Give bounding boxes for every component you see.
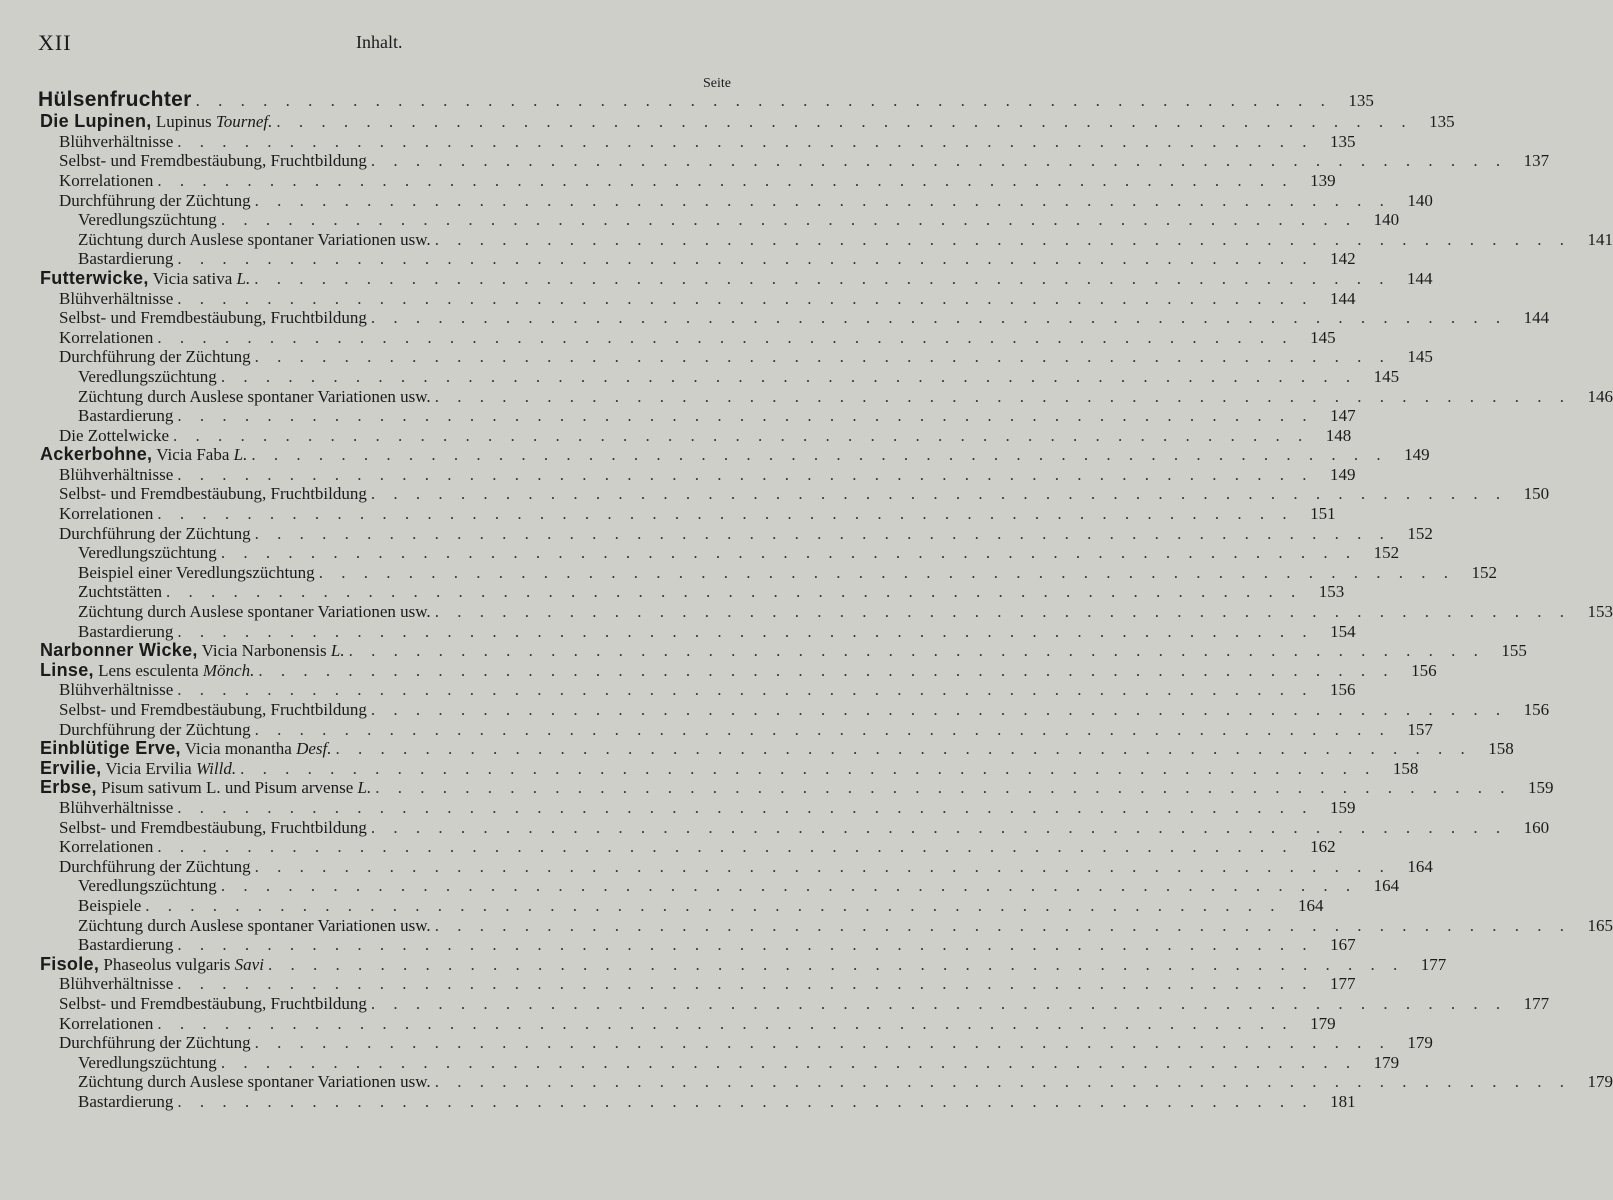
toc-entry [0,464,1356,485]
page-column-label: Seite [703,76,731,91]
dot-leader: . . . . . . . . . . . . . . . . . . . . . . . . . . . . . . . . . . . . . . . . . . . . . . . . . . . [177,1091,1314,1111]
page-ref: 158 [1488,739,1514,759]
page-ref: 177 [1523,993,1550,1013]
toc-entry [0,935,1356,955]
toc-entry-title [59,1014,153,1034]
dot-leader: . . . . . . . . . . . . . . . . . . . . . . . . . . . . . . . . . . . . . . . . . . . . . . . . . . . [258,660,1395,680]
dot-leader: . . . . . . . . . . . . . . . . . . . . . . . . . . . . . . . . . . . . . . . . . . . . . . . . . . . [157,1013,1294,1033]
dot-leader: . . . . . . . . . . . . . . . . . . . . . . . . . . . . . . . . . . . . . . . . . . . . . . . . . . . [220,366,1358,386]
latin-name: Vicia monantha [180,739,292,759]
dot-leader: . . . . . . . . . . . . . . . . . . . . . . . . . . . . . . . . . . . . . . . . . . . . . . . . . . . [267,954,1405,974]
toc-entry [0,327,1336,348]
toc-entry [0,229,1613,250]
toc-entry-title [40,955,264,975]
entry-title: Selbst- und Fremdbestäubung, Fruchtbildung [59,700,367,719]
toc-entry-title [59,484,367,504]
entry-title: Blühverhältnisse [59,464,174,484]
author-abbrev: Willd. [191,758,237,778]
dot-leader: . . . . . . . . . . . . . . . . . . . . . . . . . . . . . . . . . . . . . . . . . . . . . . . . . . . [177,131,1314,151]
page-ref: 149 [1330,464,1356,484]
dot-leader: . . . . . . . . . . . . . . . . . . . . . . . . . . . . . . . . . . . . . . . . . . . . . . . . . . . [145,895,1282,915]
toc-chapter [0,88,1374,112]
dot-leader: . . . . . . . . . . . . . . . . . . . . . . . . . . . . . . . . . . . . . . . . . . . . . . . . . . . [177,797,1314,817]
toc-entry [0,837,1336,857]
toc-section [0,953,1447,975]
dot-leader: . . . . . . . . . . . . . . . . . . . . . . . . . . . . . . . . . . . . . . . . . . . . . . . . . . . [251,445,1388,465]
page-ref: 144 [1523,308,1550,328]
toc-entry-title [78,1092,173,1112]
latin-name: Lens esculenta [93,660,199,680]
dot-leader: . . . . . . . . . . . . . . . . . . . . . . . . . . . . . . . . . . . . . . . . . . . . . . . . . . . [240,758,1377,778]
toc-entry-title [59,171,153,191]
page-ref: 160 [1523,817,1550,837]
dot-leader: . . . . . . . . . . . . . . . . . . . . . . . . . . . . . . . . . . . . . . . . . . . . . . . . . . . [177,621,1314,641]
page-ref: 142 [1330,249,1356,269]
dot-leader: . . . . . . . . . . . . . . . . . . . . . . . . . . . . . . . . . . . . . . . . . . . . . . . . . . . [177,680,1314,700]
page-ref: 153 [1318,582,1345,602]
entry-title: Durchführung der Züchtung [59,856,251,876]
entry-title: Züchtung durch Auslese spontaner Variationen usw. [78,1072,431,1092]
entry-title: Blühverhältnisse [59,680,174,700]
toc-entry [0,562,1497,583]
dot-leader: . . . . . . . . . . . . . . . . . . . . . . . . . . . . . . . . . . . . . . . . . . . . . . . . . . . [254,523,1391,543]
entry-title: Veredlungszüchtung [78,1052,217,1072]
toc-entry [0,504,1336,524]
dot-leader: . . . . . . . . . . . . . . . . . . . . . . . . . . . . . . . . . . . . . . . . . . . . . . . . . . . [177,935,1314,955]
toc-entry [0,1033,1433,1053]
toc-entry-title [59,426,169,446]
page-ref: 156 [1411,660,1437,680]
author-abbrev: L. [353,778,372,798]
toc-entry-title [78,622,173,642]
toc-entry [0,974,1356,994]
entry-title: Bastardierung [78,406,174,426]
dot-leader: . . . . . . . . . . . . . . . . . . . . . . . . . . . . . . . . . . . . . . . . . . . . . . . . . . . [335,739,1472,759]
entry-title: Erbse, [40,777,97,798]
entry-title: Beispiele [78,895,142,915]
dot-leader: . . . . . . . . . . . . . . . . . . . . . . . . . . . . . . . . . . . . . . . . . . . . . . . . . . . [370,151,1508,171]
page-number: XII [38,30,72,55]
entry-title: Veredlungszüchtung [78,543,217,563]
page-ref: 155 [1501,641,1527,661]
toc-entry [0,1013,1336,1034]
dot-leader: . . . . . . . . . . . . . . . . . . . . . . . . . . . . . . . . . . . . . . . . . . . . . . . . . . . [177,288,1314,308]
toc-entry-title [40,661,254,681]
page-ref: 139 [1310,170,1336,190]
toc-entry-title [78,210,217,230]
toc-entry [0,700,1550,720]
toc-entry-title [59,994,367,1014]
toc-entry-title [40,759,236,779]
toc-entry-title [59,504,153,524]
toc-entry-title [59,837,153,857]
entry-title: Züchtung durch Auslese spontaner Variationen usw. [78,915,431,935]
toc-entry-title [59,524,251,544]
toc-entry [0,797,1356,818]
entry-title: Bastardierung [78,1091,174,1111]
dot-leader: . . . . . . . . . . . . . . . . . . . . . . . . . . . . . . . . . . . . . . . . . . . . . . . . . . . [177,974,1314,994]
toc-entry [0,621,1356,642]
page-ref: 179 [1587,1072,1613,1092]
page-ref: 165 [1587,915,1613,935]
entry-title: Durchführung der Züchtung [59,190,251,210]
dot-leader: . . . . . . . . . . . . . . . . . . . . . . . . . . . . . . . . . . . . . . . . . . . . . . . . . . . [276,112,1413,132]
toc-entry-title [59,151,367,171]
entry-title: Korrelationen [59,504,154,524]
toc-section [0,738,1514,759]
toc-entry [0,190,1433,211]
toc-entry-title [59,680,173,700]
dot-leader: . . . . . . . . . . . . . . . . . . . . . . . . . . . . . . . . . . . . . . . . . . . . . . . . . . . [157,327,1294,347]
page-ref: 164 [1298,895,1324,915]
toc-entry-title [78,896,141,916]
toc-entry-title [59,465,173,485]
dot-leader: . . . . . . . . . . . . . . . . . . . . . . . . . . . . . . . . . . . . . . . . . . . . . . . . . . . [370,993,1508,1013]
toc-entry-title [59,818,367,838]
page-ref: 179 [1373,1052,1400,1072]
page-ref: 148 [1325,425,1352,445]
toc-entry-title [78,563,315,583]
toc-entry-title [40,112,272,132]
latin-name: Vicia Ervilia [101,758,192,778]
dot-leader: . . . . . . . . . . . . . . . . . . . . . . . . . . . . . . . . . . . . . . . . . . . . . . . . . . . [254,190,1391,210]
toc-entry [0,680,1356,700]
page-ref: 144 [1407,268,1433,288]
toc-entry-title [78,387,431,407]
entry-title: Blühverhältnisse [59,131,174,151]
author-abbrev: L. [232,268,251,288]
toc-entry [0,170,1336,191]
page-header [38,30,729,56]
author-abbrev: Mönch. [198,660,255,680]
entry-title: Korrelationen [59,327,154,347]
toc-entry-title [59,132,173,152]
toc-entry [0,249,1356,269]
toc-entry [0,856,1433,877]
toc-entry-title [59,289,173,309]
entry-title: Korrelationen [59,837,154,857]
dot-leader: . . . . . . . . . . . . . . . . . . . . . . . . . . . . . . . . . . . . . . . . . . . . . . . . . . . [177,249,1314,269]
author-abbrev: Desf. [291,739,332,759]
page-ref: 135 [1330,131,1356,151]
toc-entry [0,386,1613,407]
entry-title: Veredlungszüchtung [78,366,217,386]
entry-title: Zuchtstätten [78,582,163,602]
entry-title: Veredlungszüchtung [78,876,217,896]
toc-entry [0,993,1550,1014]
page-ref: 147 [1330,406,1356,426]
toc-entry [0,288,1356,309]
page-ref: 152 [1373,543,1400,563]
author-abbrev: L. [229,445,248,465]
dot-leader: . . . . . . . . . . . . . . . . . . . . . . . . . . . . . . . . . . . . . . . . . . . . . . . . . . . [220,543,1358,563]
entry-title: Die Lupinen, [40,111,152,132]
toc-section [0,757,1419,779]
toc-entry [0,210,1400,230]
toc-entry-title [38,88,192,113]
dot-leader: . . . . . . . . . . . . . . . . . . . . . . . . . . . . . . . . . . . . . . . . . . . . . . . . . . . [348,641,1485,661]
toc-entry [0,347,1433,367]
page-ref: 158 [1392,758,1419,778]
page-ref: 179 [1407,1033,1433,1053]
toc-entry-title [59,700,367,720]
page-ref: 177 [1330,974,1356,994]
table-of-contents [0,88,1613,1111]
entry-title: Hülsenfruchter [38,88,192,111]
latin-name: Lupinus [151,112,212,132]
page-ref: 179 [1310,1013,1336,1033]
entry-title: Selbst- und Fremdbestäubung, Fruchtbildung [59,151,367,171]
dot-leader: . . . . . . . . . . . . . . . . . . . . . . . . . . . . . . . . . . . . . . . . . . . . . . . . . . . [177,464,1314,484]
page-ref: 167 [1330,935,1356,955]
entry-title: Durchführung der Züchtung [59,347,251,367]
page-ref: 141 [1587,229,1613,249]
toc-entry-title [78,876,217,896]
toc-section [0,777,1554,798]
page-ref: 164 [1407,856,1433,876]
toc-entry [0,1091,1356,1112]
toc-entry [0,895,1324,916]
dot-leader: . . . . . . . . . . . . . . . . . . . . . . . . . . . . . . . . . . . . . . . . . . . . . . . . . . . [370,484,1508,504]
page-ref: 162 [1310,837,1336,857]
toc-entry [0,1072,1613,1092]
page-ref: 137 [1523,151,1550,171]
toc-section [0,659,1437,681]
dot-leader: . . . . . . . . . . . . . . . . . . . . . . . . . . . . . . . . . . . . . . . . . . . . . . . . . . . [220,210,1358,230]
page-ref: 145 [1310,327,1336,347]
page-ref: 145 [1373,366,1400,386]
toc-entry-title [78,602,431,622]
toc-entry-title [59,720,251,740]
toc-entry-title [78,543,217,563]
entry-title: Bastardierung [78,621,174,641]
page-ref: 156 [1330,680,1356,700]
dot-leader: . . . . . . . . . . . . . . . . . . . . . . . . . . . . . . . . . . . . . . . . . . . . . . . . . . . [254,347,1391,367]
entry-title: Einblütige Erve, [40,738,181,759]
dot-leader: . . . . . . . . . . . . . . . . . . . . . . . . . . . . . . . . . . . . . . . . . . . . . . . . . . . [254,719,1391,739]
toc-entry-title [59,191,251,211]
toc-entry-title [78,916,431,936]
page-ref: 181 [1330,1091,1356,1111]
latin-name: Vicia Faba [152,445,230,465]
dot-leader: . . . . . . . . . . . . . . . . . . . . . . . . . . . . . . . . . . . . . . . . . . . . . . . . . . . [220,1052,1358,1072]
dot-leader: . . . . . . . . . . . . . . . . . . . . . . . . . . . . . . . . . . . . . . . . . . . . . . . . . . . [434,229,1571,249]
dot-leader: . . . . . . . . . . . . . . . . . . . . . . . . . . . . . . . . . . . . . . . . . . . . . . . . . . . [434,602,1571,622]
entry-title: Durchführung der Züchtung [59,719,251,739]
entry-title: Ervilie, [40,757,102,778]
entry-title: Blühverhältnisse [59,797,174,817]
dot-leader: . . . . . . . . . . . . . . . . . . . . . . . . . . . . . . . . . . . . . . . . . . . . . . . . . . . [318,562,1455,582]
toc-entry-title [59,798,173,818]
toc-entry-title [59,857,251,877]
latin-name: Vicia sativa [148,268,233,288]
dot-leader: . . . . . . . . . . . . . . . . . . . . . . . . . . . . . . . . . . . . . . . . . . . . . . . . . . . [173,425,1310,445]
entry-title: Futterwicke, [40,267,149,288]
entry-title: Fisole, [40,953,100,974]
toc-entry [0,308,1550,328]
toc-entry [0,876,1400,896]
toc-entry-title [78,582,162,602]
entry-title: Durchführung der Züchtung [59,523,251,543]
entry-title: Züchtung durch Auslese spontaner Variationen usw. [78,386,431,406]
dot-leader: . . . . . . . . . . . . . . . . . . . . . . . . . . . . . . . . . . . . . . . . . . . . . . . . . . . [157,504,1294,524]
dot-leader: . . . . . . . . . . . . . . . . . . . . . . . . . . . . . . . . . . . . . . . . . . . . . . . . . . . [157,170,1294,190]
page-ref: 154 [1330,621,1356,641]
toc-entry [0,484,1550,504]
toc-entry-title [78,1053,217,1073]
page-ref: 159 [1330,797,1356,817]
toc-section [0,640,1527,661]
toc-section [0,444,1430,465]
toc-section [0,267,1433,289]
page-ref: 151 [1310,504,1336,524]
toc-entry-title [40,641,345,661]
toc-entry-title [78,367,217,387]
page-ref: 177 [1420,954,1447,974]
entry-title: Narbonner Wicke, [40,640,198,661]
toc-entry-title [78,249,173,269]
latin-name: Phaseolus vulgaris [99,954,231,974]
dot-leader: . . . . . . . . . . . . . . . . . . . . . . . . . . . . . . . . . . . . . . . . . . . . . . . . . . . [370,700,1508,719]
toc-entry-title [59,328,153,348]
page-ref: 157 [1407,719,1433,739]
toc-entry-title [78,230,431,250]
author-abbrev: Tournef. [211,112,273,132]
entry-title: Korrelationen [59,1013,154,1033]
toc-entry [0,131,1356,152]
toc-section [0,111,1455,132]
toc-entry-title [59,1033,251,1053]
dot-leader: . . . . . . . . . . . . . . . . . . . . . . . . . . . . . . . . . . . . . . . . . . . . . . . . . . . [254,268,1391,288]
latin-name: Pisum sativum L. und Pisum arvense [96,778,354,798]
entry-title: Selbst- und Fremdbestäubung, Fruchtbildung [59,308,367,328]
entry-title: Selbst- und Fremdbestäubung, Fruchtbildung [59,817,367,837]
dot-leader: . . . . . . . . . . . . . . . . . . . . . . . . . . . . . . . . . . . . . . . . . . . . . . . . . . . [370,817,1508,837]
toc-entry-title [40,269,250,289]
toc-entry [0,425,1352,446]
author-abbrev: L. [326,641,345,661]
page-ref: 156 [1523,700,1550,719]
page-ref: 153 [1587,602,1613,622]
entry-title: Beispiel einer Veredlungszüchtung [78,562,315,582]
toc-entry [0,602,1613,622]
page-ref: 135 [1348,91,1374,110]
toc-entry [0,523,1433,544]
page-ref: 152 [1407,523,1433,543]
page-ref: 145 [1407,347,1433,367]
entry-title: Veredlungszüchtung [78,210,217,230]
toc-entry-title [40,445,247,465]
dot-leader: . . . . . . . . . . . . . . . . . . . . . . . . . . . . . . . . . . . . . . . . . . . . . . . . . . . [166,582,1303,602]
dot-leader: . . . . . . . . . . . . . . . . . . . . . . . . . . . . . . . . . . . . . . . . . . . . . . . . . . . [254,1033,1391,1053]
toc-entry [0,543,1400,563]
dot-leader: . . . . . . . . . . . . . . . . . . . . . . . . . . . . . . . . . . . . . . . . . . . . . . . . . . . [157,837,1294,857]
toc-entry [0,719,1433,740]
page-ref: 135 [1429,112,1455,132]
page-ref: 146 [1587,386,1613,406]
entry-title: Linse, [40,659,94,680]
toc-entry [0,582,1345,602]
entry-title: Züchtung durch Auslese spontaner Variationen usw. [78,229,431,249]
dot-leader: . . . . . . . . . . . . . . . . . . . . . . . . . . . . . . . . . . . . . . . . . . . . . . . . . . . [254,856,1391,876]
page-ref: 164 [1373,876,1400,896]
dot-leader: . . . . . . . . . . . . . . . . . . . . . . . . . . . . . . . . . . . . . . . . . . . . . . . . . . . [434,386,1571,406]
dot-leader: . . . . . . . . . . . . . . . . . . . . . . . . . . . . . . . . . . . . . . . . . . . . . . . . . . . [434,1072,1571,1092]
toc-entry [0,366,1400,387]
author-abbrev: Savi [230,954,264,974]
page-ref: 159 [1527,778,1554,798]
toc-entry-title [78,1072,431,1092]
entry-title: Korrelationen [59,170,154,190]
page-ref: 150 [1523,484,1550,504]
entry-title: Blühverhältnisse [59,974,174,994]
page-ref: 152 [1471,562,1497,582]
dot-leader: . . . . . . . . . . . . . . . . . . . . . . . . . . . . . . . . . . . . . . . . . . . . . . . . . . . [195,91,1332,110]
dot-leader: . . . . . . . . . . . . . . . . . . . . . . . . . . . . . . . . . . . . . . . . . . . . . . . . . . . [177,406,1314,426]
toc-entry-title [40,778,371,798]
running-title: Inhalt. [356,32,403,52]
dot-leader: . . . . . . . . . . . . . . . . . . . . . . . . . . . . . . . . . . . . . . . . . . . . . . . . . . . [370,308,1508,328]
entry-title: Blühverhältnisse [59,288,174,308]
page-ref: 140 [1373,210,1400,230]
toc-entry-title [59,308,367,328]
entry-title: Züchtung durch Auslese spontaner Variationen usw. [78,602,431,622]
entry-title: Durchführung der Züchtung [59,1033,251,1053]
toc-entry-title [59,347,251,367]
page-ref: 149 [1404,445,1430,465]
toc-entry [0,406,1356,426]
dot-leader: . . . . . . . . . . . . . . . . . . . . . . . . . . . . . . . . . . . . . . . . . . . . . . . . . . . [434,915,1571,935]
toc-entry-title [59,974,173,994]
entry-title: Selbst- und Fremdbestäubung, Fruchtbildung [59,484,367,504]
entry-title: Bastardierung [78,249,174,269]
dot-leader: . . . . . . . . . . . . . . . . . . . . . . . . . . . . . . . . . . . . . . . . . . . . . . . . . . . [375,778,1512,798]
entry-title: Bastardierung [78,935,174,955]
entry-title: Die Zottelwicke [59,425,169,445]
toc-entry-title [78,406,173,426]
toc-entry [0,1052,1400,1073]
entry-title: Ackerbohne, [40,444,153,465]
page-ref: 140 [1407,190,1433,210]
toc-entry-title [78,935,173,955]
toc-entry [0,817,1550,838]
page-ref: 144 [1330,288,1356,308]
toc-entry-title [40,739,332,759]
dot-leader: . . . . . . . . . . . . . . . . . . . . . . . . . . . . . . . . . . . . . . . . . . . . . . . . . . . [220,876,1358,896]
entry-title: Selbst- und Fremdbestäubung, Fruchtbildung [59,993,367,1013]
toc-entry [0,151,1550,171]
latin-name: Vicia Narbonensis [197,641,327,661]
toc-entry [0,915,1613,936]
